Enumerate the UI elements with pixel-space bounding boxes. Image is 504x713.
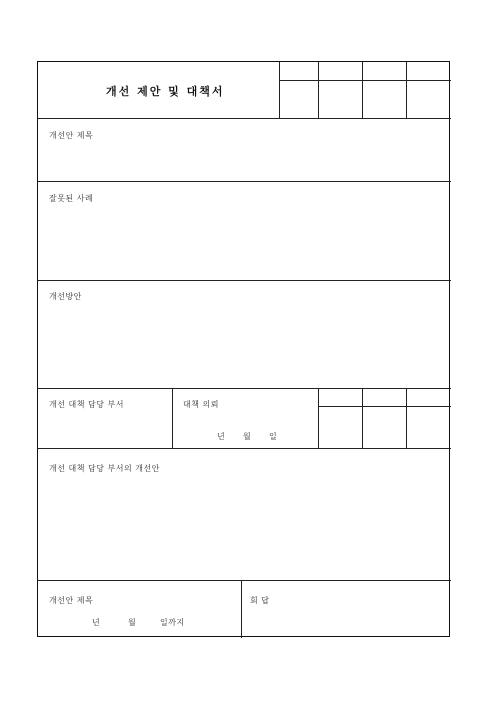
approval-col-divider: [406, 62, 407, 118]
document-form: [37, 61, 450, 637]
proposal-title-label: 개선안 제목: [49, 131, 94, 140]
bottom-year-label: 년: [92, 618, 101, 627]
request-year-label: 년: [217, 432, 226, 441]
section-divider: [38, 580, 451, 581]
improvement-plan-label: 개선방안: [49, 292, 82, 301]
bottom-until-label: 일까지: [160, 618, 185, 627]
section-divider: [38, 181, 451, 182]
approval-box-border: [279, 62, 280, 118]
bottom-month-label: 월: [128, 618, 137, 627]
responsible-dept-label: 개선 대책 담당 부서: [49, 400, 124, 409]
dept-approval-col: [406, 388, 407, 448]
dept-improvement-label: 개선 대책 담당 부서의 개선안: [49, 464, 160, 473]
approval-col-divider: [362, 62, 363, 118]
document-title: 개선 제안 및 대책서: [106, 85, 225, 98]
section-divider: [38, 280, 451, 281]
wrong-case-label: 잘못된 사례: [49, 194, 94, 203]
dept-row-divider: [172, 388, 173, 448]
dept-approval-border: [318, 388, 319, 448]
request-month-label: 월: [243, 432, 252, 441]
request-day-label: 일: [269, 432, 278, 441]
section-divider: [38, 388, 451, 389]
approval-col-divider: [318, 62, 319, 118]
dept-approval-header-divider: [318, 406, 451, 407]
bottom-row-divider: [241, 580, 242, 638]
request-label: 대책 의뢰: [183, 400, 219, 409]
section-divider: [38, 448, 451, 449]
bottom-title-label: 개선안 제목: [49, 596, 94, 605]
section-divider: [38, 118, 451, 119]
reply-label: 회 답: [250, 596, 270, 605]
dept-approval-col: [362, 388, 363, 448]
approval-header-divider: [279, 80, 451, 81]
